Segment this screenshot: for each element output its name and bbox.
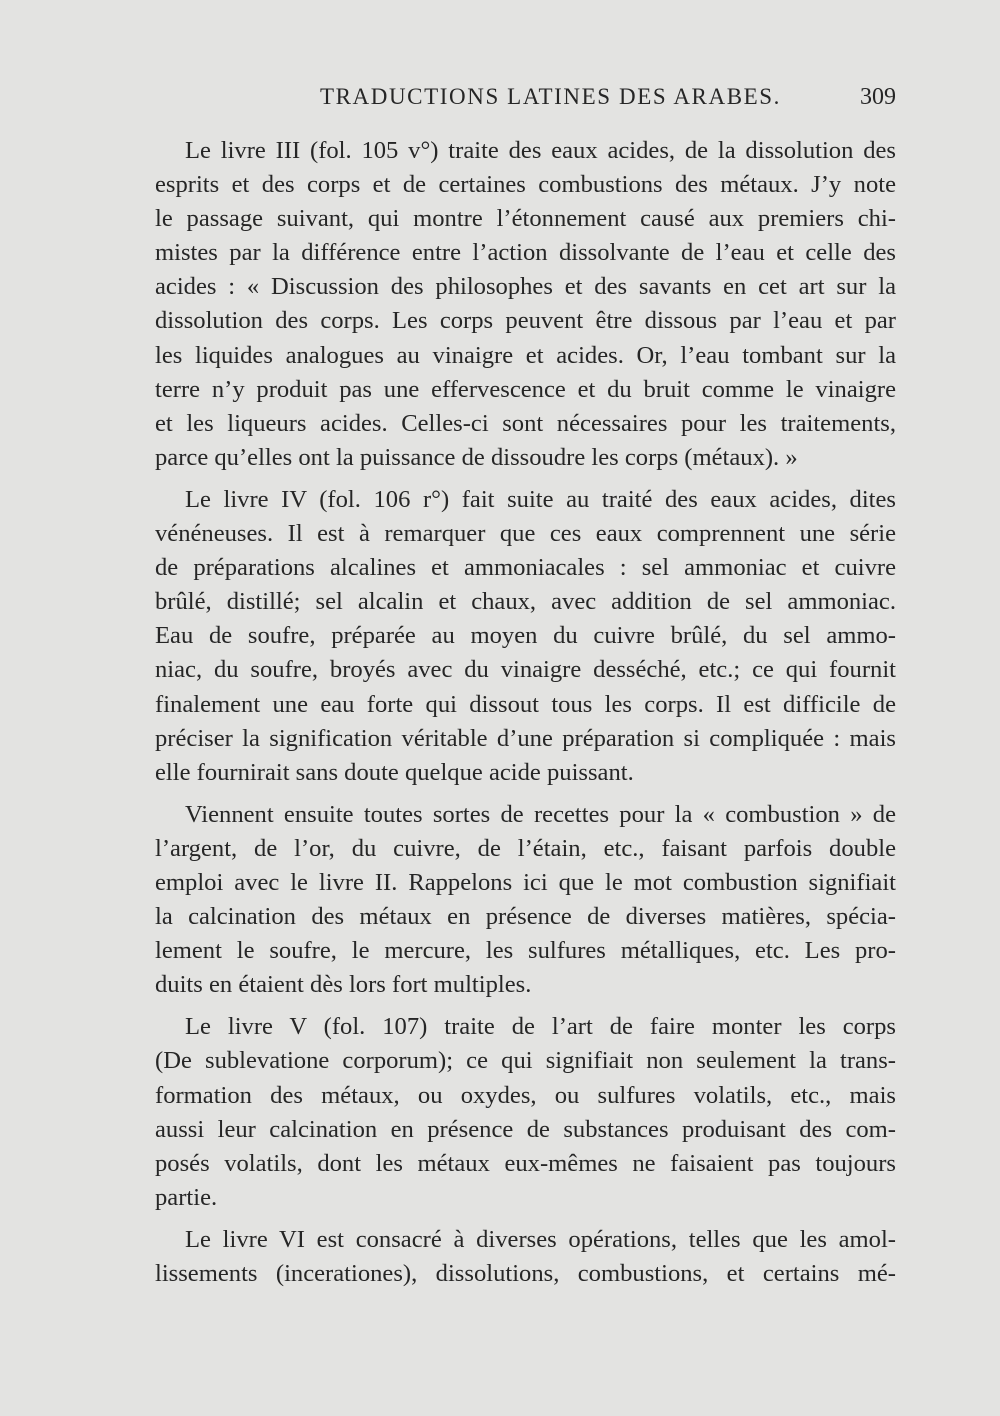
text-line: Le livre V (fol. 107) traite de l’art de faire monter les corps [185, 1013, 896, 1041]
text-line: elle fournirait sans doute quelque acide puissant. [155, 758, 634, 786]
paragraph-recettes [155, 798, 896, 1003]
text-line: l’argent, de l’or, du cuivre, de l’étain, etc., faisant parfois double [155, 834, 896, 862]
text-line: terre n’y produit pas une effervescence et du bruit comme le vinaigre [155, 375, 896, 403]
running-title: TRADUCTIONS LATINES DES ARABES. [319, 84, 782, 109]
text-line: duits en étaient dès lors fort multiples. [155, 971, 532, 999]
paragraph-livre-vi [155, 1223, 896, 1291]
text-line: acides : « Discussion des philosophes et des savants en cet art sur la [155, 273, 896, 301]
paragraph-livre-iv [155, 483, 896, 790]
text-line: et les liqueurs acides. Celles-ci sont nécessaires pour les traitements, [155, 409, 896, 437]
text-line: Le livre VI est consacré à diverses opérations, telles que les amol- [185, 1225, 896, 1253]
text-line: préciser la signification véritable d’une préparation si compliquée : mais [155, 724, 896, 752]
paragraph-livre-v [155, 1010, 896, 1215]
text-line: aussi leur calcination en présence de substances produisant des com- [155, 1115, 896, 1143]
text-line: Le livre IV (fol. 106 r°) fait suite au traité des eaux acides, dites [185, 485, 896, 513]
text-line: formation des métaux, ou oxydes, ou sulfures volatils, etc., mais [155, 1081, 896, 1109]
text-line: mistes par la différence entre l’action dissolvante de l’eau et celle des [155, 239, 896, 267]
text-line: (De sublevatione corporum); ce qui signifiait non seulement la trans- [155, 1047, 896, 1075]
body-text [155, 134, 896, 1299]
text-line: lement le soufre, le mercure, les sulfures métalliques, etc. Les pro- [155, 937, 896, 965]
text-line: les liquides analogues au vinaigre et acides. Or, l’eau tombant sur la [155, 341, 896, 369]
text-line: niac, du soufre, broyés avec du vinaigre desséché, etc.; ce qui fournit [155, 656, 896, 684]
running-head [155, 84, 896, 124]
text-line: Viennent ensuite toutes sortes de recettes pour la « combustion » de [185, 800, 896, 828]
text-line: finalement une eau forte qui dissout tous les corps. Il est difficile de [155, 690, 896, 718]
text-line: vénéneuses. Il est à remarquer que ces eaux comprennent une série [155, 520, 896, 548]
text-line: parce qu’elles ont la puissance de dissoudre les corps (métaux). » [155, 443, 798, 471]
text-line: brûlé, distillé; sel alcalin et chaux, avec addition de sel ammoniac. [155, 588, 896, 616]
text-line: de préparations alcalines et ammoniacales : sel ammoniac et cuivre [155, 554, 896, 582]
text-line: esprits et des corps et de certaines combustions des métaux. J’y note [155, 171, 896, 199]
text-line: posés volatils, dont les métaux eux-mêmes ne faisaient pas toujours [155, 1149, 896, 1177]
text-line: emploi avec le livre II. Rappelons ici que le mot combustion signifiait [155, 868, 896, 896]
text-line: le passage suivant, qui montre l’étonnement causé aux premiers chi- [155, 205, 896, 233]
paragraph-livre-iii [155, 134, 896, 475]
text-line: partie. [155, 1183, 218, 1211]
text-line: Eau de soufre, préparée au moyen du cuivre brûlé, du sel ammo- [155, 622, 896, 650]
text-line: Le livre III (fol. 105 v°) traite des eaux acides, de la dissolution des [185, 137, 896, 164]
text-line: lissements (incerationes), dissolutions, combustions, et certains mé- [155, 1260, 896, 1287]
page-number: 309 [860, 84, 896, 110]
text-line: la calcination des métaux en présence de diverses matières, spécia- [155, 903, 896, 931]
text-line: dissolution des corps. Les corps peuvent être dissous par l’eau et par [155, 307, 896, 335]
